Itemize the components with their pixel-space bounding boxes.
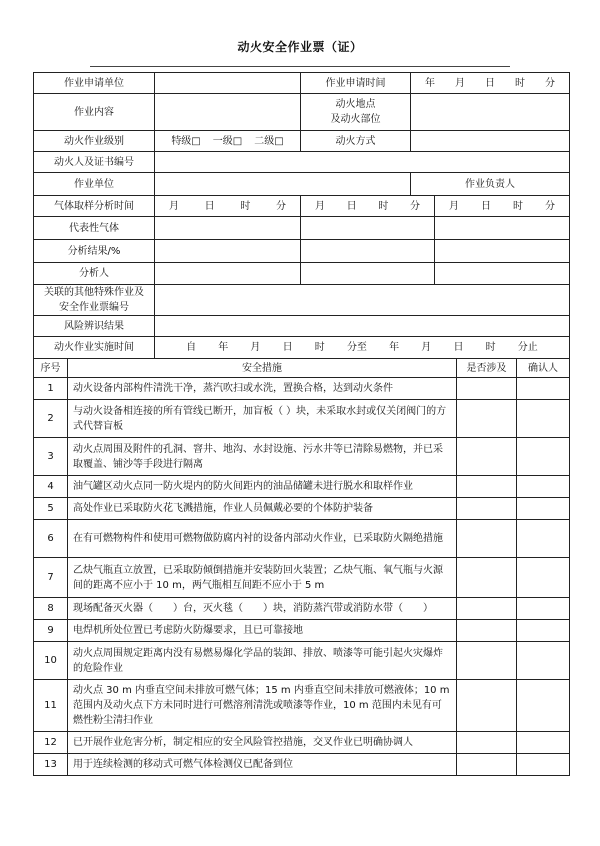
apply-unit-value[interactable]	[155, 73, 301, 94]
measure-involved[interactable]	[457, 680, 517, 732]
impl-minute-to: 分至	[346, 342, 367, 353]
measure-row	[34, 378, 570, 400]
measure-row	[34, 680, 570, 732]
rep-gas-2[interactable]	[301, 217, 435, 240]
impl-hour-2: 时	[485, 342, 496, 353]
leader-label: 作业负责人	[411, 173, 570, 196]
impl-time-label: 动火作业实施时间	[34, 337, 155, 359]
measure-involved[interactable]	[457, 598, 517, 620]
risk-label: 风险辨识结果	[34, 316, 155, 337]
measure-row	[34, 520, 570, 558]
impl-day-1: 日	[282, 342, 293, 353]
gas-time-label: 气体取样分析时间	[34, 196, 155, 217]
col-measure-header: 安全措施	[68, 359, 457, 378]
analyst-2[interactable]	[301, 263, 435, 285]
measure-confirm[interactable]	[517, 642, 570, 680]
measure-text: 高处作业已采取防火花飞溅措施，作业人员佩戴必要的个体防护装备	[68, 498, 457, 520]
measure-no: 5	[34, 498, 68, 520]
gas-time-2[interactable]	[301, 196, 435, 217]
apply-hour: 时	[515, 77, 525, 89]
gas2-hour: 时	[378, 200, 389, 212]
measure-confirm[interactable]	[517, 438, 570, 476]
unit-label: 作业单位	[34, 173, 155, 196]
impl-year-1: 年	[218, 342, 229, 353]
title-underline	[90, 66, 510, 67]
measure-involved[interactable]	[457, 438, 517, 476]
impl-time-value[interactable]	[155, 337, 570, 359]
level-two-checkbox[interactable]: 二级□	[254, 135, 284, 147]
impl-month-1: 月	[250, 342, 261, 353]
measure-no: 13	[34, 754, 68, 776]
measure-row	[34, 438, 570, 476]
measure-text: 与动火设备相连接的所有管线已断开，加盲板（ ）块，未采取水封或仅关闭阀门的方式代替盲板	[68, 400, 457, 438]
page-title: 动火安全作业票（证）	[237, 40, 363, 54]
impl-minute-end: 分止	[517, 342, 538, 353]
impl-day-2: 日	[453, 342, 464, 353]
gas3-day: 日	[481, 200, 491, 212]
work-content-label: 作业内容	[34, 94, 155, 131]
measure-confirm[interactable]	[517, 598, 570, 620]
measure-text: 已开展作业危害分析，制定相应的安全风险管控措施，交叉作业已明确协调人	[68, 732, 457, 754]
work-content-value[interactable]	[155, 94, 301, 131]
level-special-checkbox[interactable]: 特级□	[171, 135, 201, 147]
related-value[interactable]	[155, 285, 570, 316]
location-label	[301, 94, 411, 131]
measure-involved[interactable]	[457, 476, 517, 498]
measure-confirm[interactable]	[517, 620, 570, 642]
apply-time-label: 作业申请时间	[301, 73, 411, 94]
measure-no: 11	[34, 680, 68, 732]
impl-year-2: 年	[389, 342, 400, 353]
measure-involved[interactable]	[457, 620, 517, 642]
gas2-day: 日	[346, 200, 357, 212]
analyst-1[interactable]	[155, 263, 301, 285]
measure-involved[interactable]	[457, 732, 517, 754]
measure-confirm[interactable]	[517, 680, 570, 732]
info-table	[33, 72, 570, 196]
measure-no: 9	[34, 620, 68, 642]
apply-unit-label: 作业申请单位	[34, 73, 155, 94]
measure-text: 油气罐区动火点同一防火堤内的防火间距内的油品储罐未进行脱水和取样作业	[68, 476, 457, 498]
measure-text: 动火设备内部构件清洗干净，蒸汽吹扫或水洗，置换合格，达到动火条件	[68, 378, 457, 400]
result-1[interactable]	[155, 240, 301, 263]
unit-value[interactable]	[155, 173, 411, 196]
col-involved-header: 是否涉及	[457, 359, 517, 378]
gas-time-1[interactable]	[155, 196, 301, 217]
gas2-month: 月	[315, 200, 325, 212]
measure-text: 动火点 30 m 内垂直空间未排放可燃气体；15 m 内垂直空间未排放可燃液体；10 m 范围内及动火点下方未同时进行可燃溶剂清洗或喷漆等作业，10 m 范围内未见有可燃性粉尘清扫作业	[68, 680, 457, 732]
impl-hour-1: 时	[314, 342, 325, 353]
gas2-minute: 分	[409, 200, 420, 212]
related-label	[34, 285, 155, 316]
related-label-line2: 安全作业票编号	[59, 302, 129, 313]
measure-involved[interactable]	[457, 378, 517, 400]
measure-row	[34, 558, 570, 598]
measure-text: 乙炔气瓶直立放置，已采取防倾倒措施并安装防回火装置；乙炔气瓶、氧气瓶与火源间的距离不应小于 10 m，两气瓶相互间距不应小于 5 m	[68, 558, 457, 598]
gas3-hour: 时	[513, 200, 523, 212]
measure-row	[34, 400, 570, 438]
level-options[interactable]	[155, 131, 301, 152]
measure-text: 动火点周围及附件的孔洞、窨井、地沟、水封设施、污水井等已清除易燃物，并已采取覆盖、铺沙等手段进行隔离	[68, 438, 457, 476]
measure-no: 7	[34, 558, 68, 598]
measure-row	[34, 754, 570, 776]
measure-row	[34, 598, 570, 620]
impl-from: 自	[186, 342, 197, 353]
result-2[interactable]	[301, 240, 435, 263]
measure-row	[34, 620, 570, 642]
measure-row	[34, 642, 570, 680]
method-label: 动火方式	[301, 131, 411, 152]
apply-time-value[interactable]	[411, 73, 570, 94]
person-value[interactable]	[155, 152, 570, 173]
location-value[interactable]	[411, 94, 570, 131]
impl-month-2: 月	[421, 342, 432, 353]
measure-text: 在有可燃物构件和使用可燃物做防腐内衬的设备内部动火作业，已采取防火隔绝措施	[68, 520, 457, 558]
measure-confirm[interactable]	[517, 400, 570, 438]
gas1-day: 日	[204, 200, 215, 212]
measure-involved[interactable]	[457, 400, 517, 438]
rep-gas-1[interactable]	[155, 217, 301, 240]
measure-row	[34, 476, 570, 498]
measure-involved[interactable]	[457, 498, 517, 520]
measure-text: 用于连续检测的移动式可燃气体检测仪已配备到位	[68, 754, 457, 776]
measure-involved[interactable]	[457, 558, 517, 598]
level-label: 动火作业级别	[34, 131, 155, 152]
gas1-hour: 时	[240, 200, 251, 212]
measure-confirm[interactable]	[517, 378, 570, 400]
impl-table	[33, 284, 570, 359]
measure-no: 8	[34, 598, 68, 620]
measure-confirm[interactable]	[517, 558, 570, 598]
apply-month: 月	[455, 77, 465, 89]
analyst-label: 分析人	[34, 263, 155, 285]
measure-text: 动火点周围规定距离内没有易燃易爆化学品的装卸、排放、喷漆等可能引起火灾爆炸的危险作业	[68, 642, 457, 680]
measure-confirm[interactable]	[517, 754, 570, 776]
gas-table	[33, 195, 570, 285]
apply-year: 年	[425, 77, 435, 89]
related-label-line1: 关联的其他特殊作业及	[44, 287, 144, 298]
result-3[interactable]	[435, 240, 570, 263]
measure-no: 12	[34, 732, 68, 754]
gas3-minute: 分	[545, 200, 555, 212]
col-confirm-header: 确认人	[517, 359, 570, 378]
rep-gas-label: 代表性气体	[34, 217, 155, 240]
level-one-checkbox[interactable]: 一级□	[212, 135, 243, 147]
measure-row	[34, 498, 570, 520]
measure-involved[interactable]	[457, 754, 517, 776]
col-no-header: 序号	[34, 359, 68, 378]
measure-text: 现场配备灭火器（ ）台，灭火毯（ ）块，消防蒸汽带或消防水带（ ）	[68, 598, 457, 620]
person-label: 动火人及证书编号	[34, 152, 155, 173]
measure-confirm[interactable]	[517, 520, 570, 558]
location-label-line1: 动火地点	[335, 99, 376, 110]
apply-minute: 分	[545, 77, 555, 89]
measure-text: 电焊机所处位置已考虑防火防爆要求，且已可靠接地	[68, 620, 457, 642]
measure-no: 2	[34, 400, 68, 438]
apply-day: 日	[485, 77, 495, 89]
measure-involved[interactable]	[457, 642, 517, 680]
measures-table	[33, 358, 570, 776]
analyst-3[interactable]	[435, 263, 570, 285]
measure-confirm[interactable]	[517, 498, 570, 520]
method-value[interactable]	[411, 131, 570, 152]
measure-no: 6	[34, 520, 68, 558]
measure-no: 10	[34, 642, 68, 680]
measure-row	[34, 732, 570, 754]
gas-time-3[interactable]	[435, 196, 570, 217]
measure-confirm[interactable]	[517, 732, 570, 754]
measure-no: 4	[34, 476, 68, 498]
gas1-minute: 分	[275, 200, 286, 212]
measure-involved[interactable]	[457, 520, 517, 558]
measure-no: 3	[34, 438, 68, 476]
measure-confirm[interactable]	[517, 476, 570, 498]
location-label-line2: 及动火部位	[330, 114, 381, 125]
result-label: 分析结果/%	[34, 240, 155, 263]
measure-no: 1	[34, 378, 68, 400]
gas3-month: 月	[449, 200, 459, 212]
gas1-month: 月	[169, 200, 179, 212]
rep-gas-3[interactable]	[435, 217, 570, 240]
risk-value[interactable]	[155, 316, 570, 337]
